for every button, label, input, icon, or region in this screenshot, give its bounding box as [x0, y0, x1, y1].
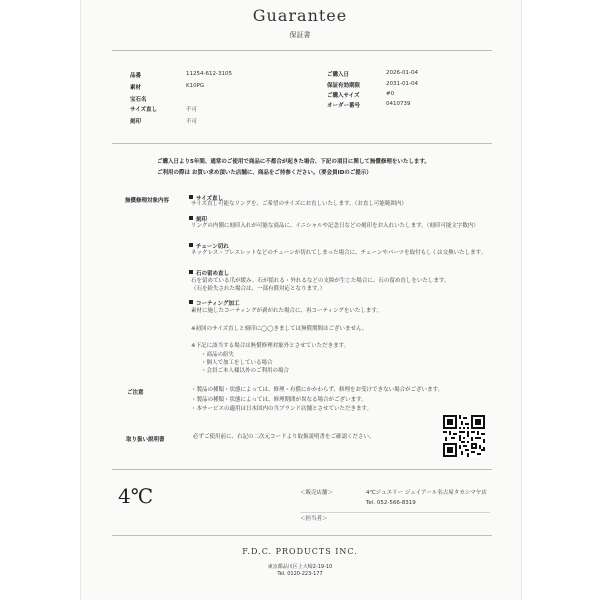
store-divider [300, 512, 490, 513]
purchase-date-label: ご購入日 [327, 72, 350, 78]
repair-item-desc: ネックレス・ブレスレットなどのチェーンが切れてしまった場合に、チェーンやパーツを取付もしくは交換いたします。 [191, 250, 487, 256]
bullet-square-icon [189, 243, 193, 247]
note-exclusion-item: ・商品の紛失 [201, 352, 235, 358]
divider-lower [112, 469, 492, 470]
company-name: F.D.C. PRODUCTS INC. [242, 547, 358, 556]
repair-item-title: サイズ直し [196, 196, 224, 202]
note-first-time: ※初回のサイズ直しと刻印に◯◯きましては無償期間はございません。 [191, 326, 368, 332]
repair-item-title: 石の留め直し [196, 271, 230, 277]
repair-item-note: （石を紛失された場合は、一部有償対応となります。） [191, 286, 326, 292]
handling-heading: 取り扱い説明書 [126, 437, 165, 443]
intro-line-1: ご購入日より5年間、通常のご使用で商品に不都合が起きた場合、下記の項目に関して無償修理をいたします。 [157, 159, 430, 165]
note-exclusion-item: ・会員ご本人様以外のご利用の場合 [201, 368, 290, 374]
resize-label: サイズ直し [130, 107, 158, 113]
engraving-value: 不可 [186, 119, 198, 125]
store-tel: Tel. 052-566-8319 [366, 500, 416, 506]
divider-mid [112, 143, 492, 144]
caution-item: ・製品の種類・状態によっては、修理期間が異なる場合がございます。 [191, 397, 367, 403]
staff-label: ＜担当者＞ [300, 516, 328, 522]
material-label: 素材 [130, 85, 142, 91]
intro-line-2: ご利用の際は お買い求め頂いた店舗に、商品をご持参ください。（要会員IDのご提示） [157, 170, 372, 176]
order-number-label: オーダー番号 [327, 103, 361, 109]
material-value: K10PG [186, 83, 205, 89]
handling-text: 必ずご使用前に、右記の二次元コードより取扱説明書をご確認ください。 [193, 434, 375, 440]
repair-item-desc: リングの内側に刻印入れが可能な商品に、イニシャルや記念日などの刻印をお入れいたします。（刻印可能文字数内） [191, 223, 479, 229]
note-exclusions: ※下記に該当する場合は無償修理対象外とさせていただきます。 [191, 343, 350, 349]
repair-item-desc: 石を留めている爪が緩み、石が揺れる・外れるなどの支障が生じた場合に、石の留め直しをいたします。 [191, 278, 450, 284]
product-number-value: 11254-612-3105 [186, 71, 232, 77]
document-subtitle: 保証書 [289, 31, 311, 39]
repair-item-title: コーティング加工 [196, 301, 240, 307]
repair-item-title: チェーン切れ [196, 244, 229, 250]
gem-name-label: 宝石名 [130, 97, 147, 103]
repair-item-title: 刻印 [196, 217, 208, 223]
repair-item-desc: 素材に施したコーティングが剥がれた場合に、再コーティングをいたします。 [191, 308, 382, 314]
bullet-square-icon [189, 216, 193, 220]
warranty-expiry-value: 2031-01-04 [386, 81, 418, 87]
resize-value: 不可 [186, 107, 198, 113]
store-name: 4℃ジュエリー ジェイアール名古屋タカシマヤ店 [366, 490, 487, 496]
bullet-square-icon [189, 195, 193, 199]
caution-item: ・製品の種類・状態によっては、修理・有償にかかわらず、修理をお受けできない場合がございます。 [191, 387, 444, 393]
repair-item-desc: サイズ直し可能なリングを、ご希望のサイズにお直しいたします。（お直し可能範囲内） [191, 201, 407, 207]
warranty-expiry-label: 保証有効期限 [327, 83, 361, 89]
guarantee-sheet [80, 0, 522, 600]
cautions-heading: ご注意 [127, 390, 144, 396]
order-number-value: 0410739 [386, 101, 411, 107]
brand-logo: 4℃ [118, 484, 154, 508]
caution-item: ・本サービスの適用は日本国内の当ブランド店舗とさせていただきます。 [191, 406, 373, 412]
free-repair-heading: 無償修理対象内容 [125, 198, 170, 204]
bullet-square-icon [189, 300, 193, 304]
purchase-size-value: #0 [386, 91, 395, 97]
note-exclusion-item: ・個人で加工をしている場合 [201, 360, 273, 366]
company-address: 東京都品川区上大崎2-19-10 [267, 564, 333, 570]
engraving-label: 刻印 [130, 119, 142, 125]
divider-top [112, 50, 492, 51]
product-number-label: 品番 [130, 73, 142, 79]
purchase-date-value: 2026-01-04 [386, 70, 418, 76]
qr-code-icon[interactable] [443, 415, 485, 457]
document-title: Guarantee [252, 6, 348, 25]
bullet-square-icon [189, 270, 193, 274]
store-label: ＜販売店舗＞ [300, 490, 334, 496]
divider-bottom [112, 535, 492, 536]
company-tel: Tel. 0120-223-177 [277, 571, 323, 577]
purchase-size-label: ご購入サイズ [327, 93, 360, 99]
